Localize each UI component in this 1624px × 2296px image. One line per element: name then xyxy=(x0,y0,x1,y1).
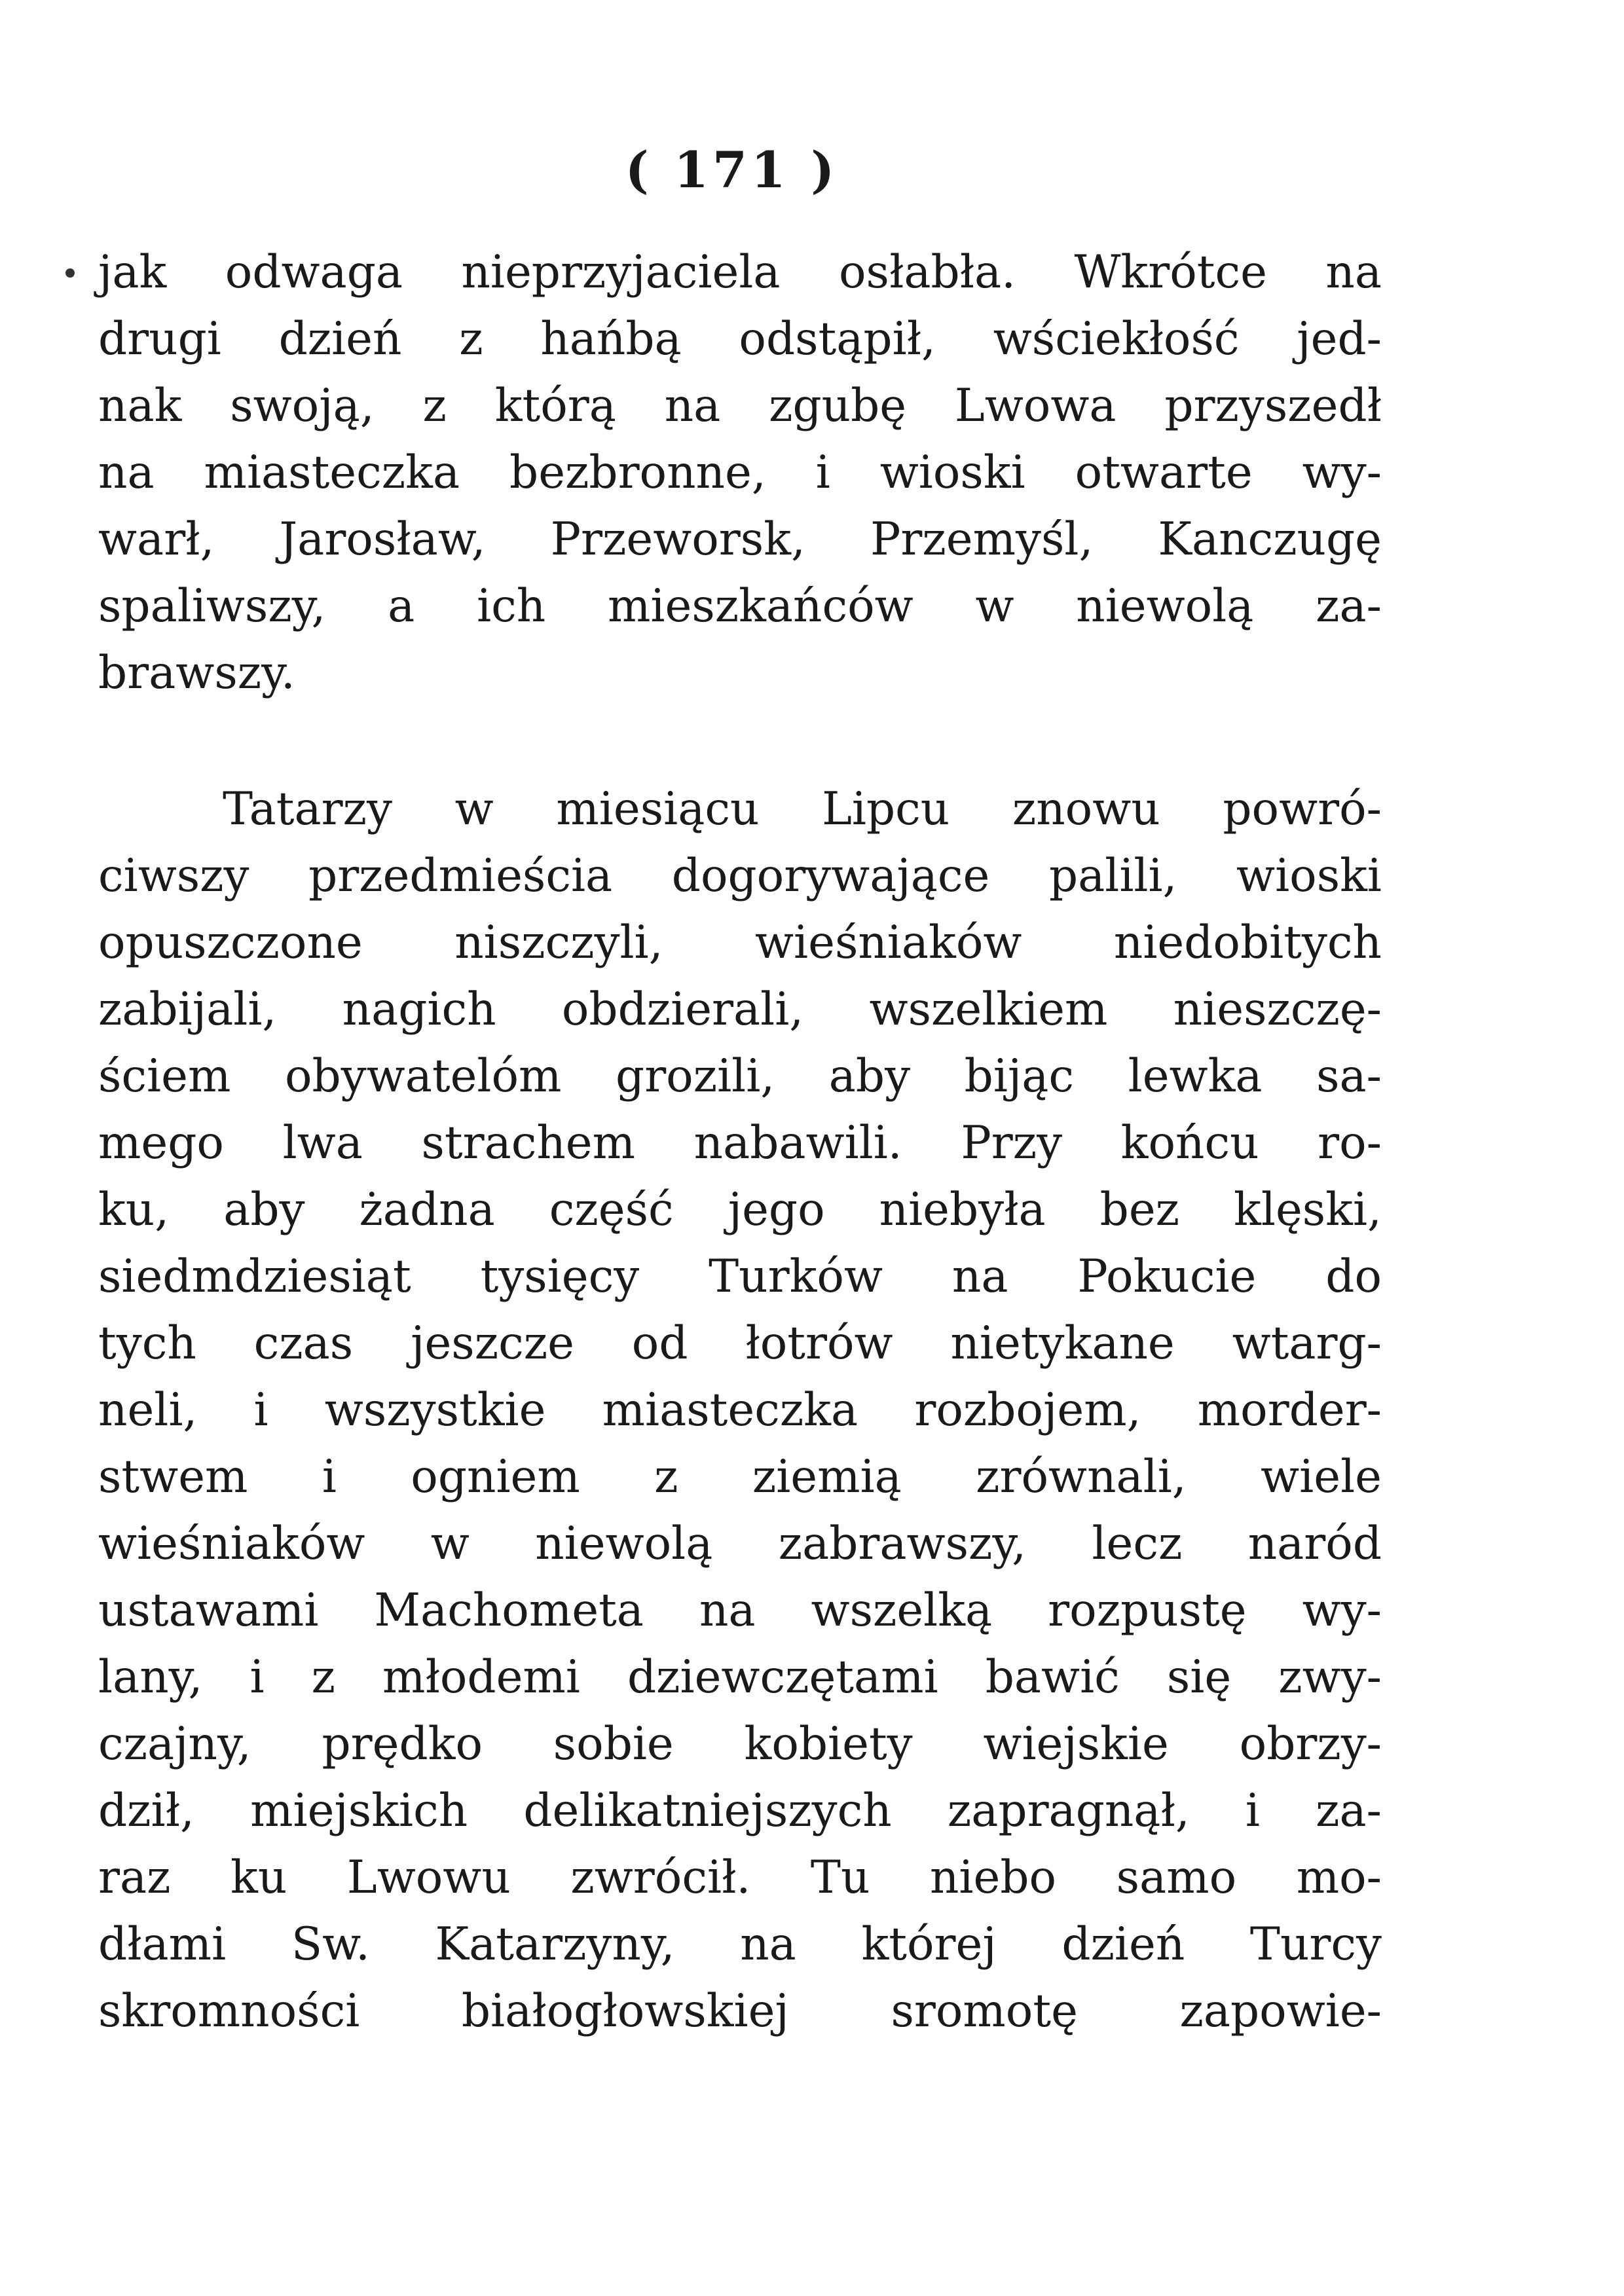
text-line: drugi dzień z hańbą odstąpił, wściekłość jed- xyxy=(98,313,1382,365)
text-line: Tatarzy w miesiącu Lipcu znowu powró- xyxy=(223,783,1382,835)
text-line: na miasteczka bezbronne, i wioski otwarte wy- xyxy=(98,446,1382,499)
text-line: mego lwa strachem nabawili. Przy końcu ro- xyxy=(98,1117,1382,1169)
paragraph-2 xyxy=(98,776,1382,2045)
text-line: dził, miejskich delikatniejszych zapragnął, i za- xyxy=(98,1785,1382,1837)
margin-bullet-mark xyxy=(65,268,75,278)
text-line: opuszczone niszczyli, wieśniaków niedobitych xyxy=(98,917,1382,969)
text-line: ku, aby żadna część jego niebyła bez klęski, xyxy=(98,1184,1382,1236)
text-line: neli, i wszystkie miasteczka rozbojem, morder- xyxy=(98,1384,1382,1436)
text-line: ciwszy przedmieścia dogorywające palili, wioski xyxy=(98,850,1382,902)
text-line: wieśniaków w niewolą zabrawszy, lecz naród xyxy=(98,1518,1382,1570)
text-line: tych czas jeszcze od łotrów nietykane wtarg- xyxy=(98,1317,1382,1370)
text-line: spaliwszy, a ich mieszkańców w niewolą za- xyxy=(98,580,1382,632)
text-line: skromności białogłowskiej sromotę zapowie- xyxy=(98,1985,1382,2037)
text-line: jak odwaga nieprzyjaciela osłabła. Wkrótce na xyxy=(98,246,1382,299)
paragraph-1 xyxy=(98,239,1382,706)
text-line: czajny, prędko sobie kobiety wiejskie obrzy- xyxy=(98,1718,1382,1770)
text-line: warł, Jarosław, Przeworsk, Przemyśl, Kanczugę xyxy=(98,513,1382,566)
text-line: zabijali, nagich obdzierali, wszelkiem nieszczę- xyxy=(98,983,1382,1036)
page-number: ( 171 ) xyxy=(625,141,839,199)
text-line: dłami Sw. Katarzyny, na której dzień Turcy xyxy=(98,1918,1382,1971)
text-line: ściem obywatelóm grozili, aby bijąc lewka sa- xyxy=(98,1050,1382,1102)
text-line: lany, i z młodemi dziewczętami bawić się zwy- xyxy=(98,1651,1382,1704)
text-line: ustawami Machometa na wszelką rozpustę wy- xyxy=(98,1584,1382,1637)
text-line: brawszy. xyxy=(98,647,295,699)
text-line: stwem i ogniem z ziemią zrównali, wiele xyxy=(98,1451,1382,1503)
text-line: siedmdziesiąt tysięcy Turków na Pokucie do xyxy=(98,1250,1382,1303)
text-line: raz ku Lwowu zwrócił. Tu niebo samo mo- xyxy=(98,1851,1382,1904)
text-line: nak swoją, z którą na zgubę Lwowa przyszedł xyxy=(98,380,1382,432)
